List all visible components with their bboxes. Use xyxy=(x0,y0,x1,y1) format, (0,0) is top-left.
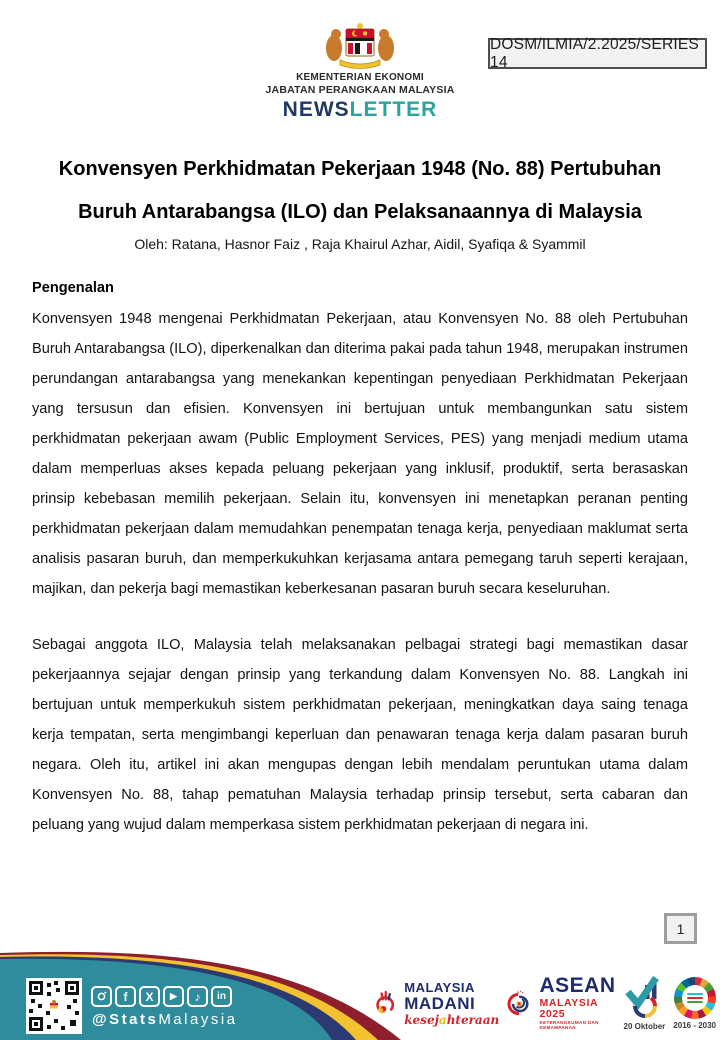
article-title xyxy=(20,148,700,234)
department-name-line2: JABATAN PERANGKAAN MALAYSIA xyxy=(265,84,455,96)
newsletter-word-part2: LETTER xyxy=(349,98,438,121)
series-reference-box: DOSM/ILMIA/2.2025/SERIES 14 xyxy=(488,38,707,69)
sdg-wheel-icon xyxy=(674,977,716,1019)
tiktok-icon[interactable]: ♪ xyxy=(187,986,208,1007)
asean-line1: ASEAN xyxy=(539,974,616,998)
newsletter-word-part1: NEWS xyxy=(282,98,350,121)
stats-day-emblem-icon xyxy=(625,976,663,1020)
newsletter-wordmark xyxy=(0,98,720,122)
youtube-icon[interactable]: ▶ xyxy=(163,986,184,1007)
asean-tagline: KETERANGKUMAN DAN KEMAMPANAN xyxy=(539,1020,599,1030)
page-number-box: 1 xyxy=(664,913,697,944)
instagram-icon[interactable] xyxy=(91,986,112,1007)
footer-logo-strip xyxy=(376,972,716,1034)
madani-line2: MADANI xyxy=(404,993,476,1013)
article-body xyxy=(32,280,688,840)
malaysia-coat-of-arms-icon xyxy=(322,22,398,70)
paragraph-1: Konvensyen 1948 mengenai Perkhidmatan Pekerjaan, atau Konvensyen No. 88 oleh Pertubuhan Buruh Antarabangsa (ILO), diperkenalkan dan diterima pakai pada tahun 1948, merupakan instrumen perundangan antarabangsa yang menekankan kepentingan penyediaan Perkhidmatan Pekerjaan yang tersusun dan efisien. Konvensyen ini bertujuan untuk membangunkan satu sistem perkhidmatan pekerjaan awam (Public Employment Services, PES) yang menjadi medium utama dalam memperluas akses kepada peluang pekerjaan yang inklusif, produktif, serta berasaskan prinsip kebebasan memilih pekerjaan. Selain itu, konvensyen ini menetapkan peranan penting perkhidmatan pekerjaan dalam memudahkan penempatan tenaga kerja, penyediaan maklumat serta analisis pasaran buruh, dan memperkukuhkan kerjasama antara pemegang taruh seperti kerajaan, majikan, dan pekerja bagi memastikan keberkesanan pasaran buruh secara keseluruhan. xyxy=(32,311,688,597)
section-heading: Pengenalan xyxy=(32,280,114,296)
article-byline: Oleh: Ratana, Hasnor Faiz , Raja Khairul Azhar, Aidil, Syafiqa & Syammil xyxy=(134,236,586,252)
article-title-line2: Buruh Antarabangsa (ILO) dan Pelaksanaannya di Malaysia xyxy=(78,201,642,223)
linkedin-icon[interactable]: in xyxy=(211,986,232,1007)
stats-day-logo xyxy=(624,976,666,1031)
madani-script: kesejahteraan xyxy=(404,1012,500,1027)
madani-line1: MALAYSIA xyxy=(404,979,475,995)
ministry-name-line1: KEMENTERIAN EKONOMI xyxy=(296,72,424,83)
social-handle-regular: Malaysia xyxy=(158,1011,238,1028)
social-handle-bold: @Stats xyxy=(92,1011,159,1028)
footer xyxy=(0,940,720,1040)
x-twitter-icon[interactable]: X xyxy=(139,986,160,1007)
asean-wordmark xyxy=(539,975,615,1030)
qr-code[interactable] xyxy=(26,978,82,1034)
article-title-line1: Konvensyen Perkhidmatan Pekerjaan 1948 (No. 88) Pertubuhan xyxy=(58,158,662,180)
asean-line2: MALAYSIA 2025 xyxy=(539,997,598,1020)
madani-wordmark xyxy=(404,981,499,1026)
sdg-logo xyxy=(673,977,716,1030)
paragraph-2: Sebagai anggota ILO, Malaysia telah melaksanakan pelbagai strategi bagi memastikan dasar pekerjaannya sejajar dengan prinsip yang terkandung dalam Konvensyen No. 88. Langkah ini bertujuan untuk memperkukuh sistem perkhidmatan pekerjaan, meningkatkan daya saing tenaga kerja tempatan, serta mengimbangi keperluan dan penawaran tenaga kerja dalam pasaran buruh negara. Oleh itu, artikel ini akan mengupas dengan lebih mendalam peruntukan utama dalam Konvensyen No. 88, tahap pematuhan Malaysia terhadap prinsip tersebut, serta cabaran dan peluang yang wujud dalam memperkasa sistem perkhidmatan pekerjaan di negara ini. xyxy=(32,637,688,833)
social-handle[interactable] xyxy=(92,1011,238,1028)
sdg-caption: 2016 - 2030 xyxy=(673,1020,716,1030)
social-icons-row xyxy=(91,986,232,1007)
stats-day-caption: 20 Oktober xyxy=(623,1021,666,1031)
malaysia-madani-emblem-icon xyxy=(376,978,396,1028)
qr-code-pattern xyxy=(26,978,82,1034)
facebook-icon[interactable]: f xyxy=(115,986,136,1007)
asean-malaysia-2025-emblem-icon xyxy=(507,978,531,1028)
